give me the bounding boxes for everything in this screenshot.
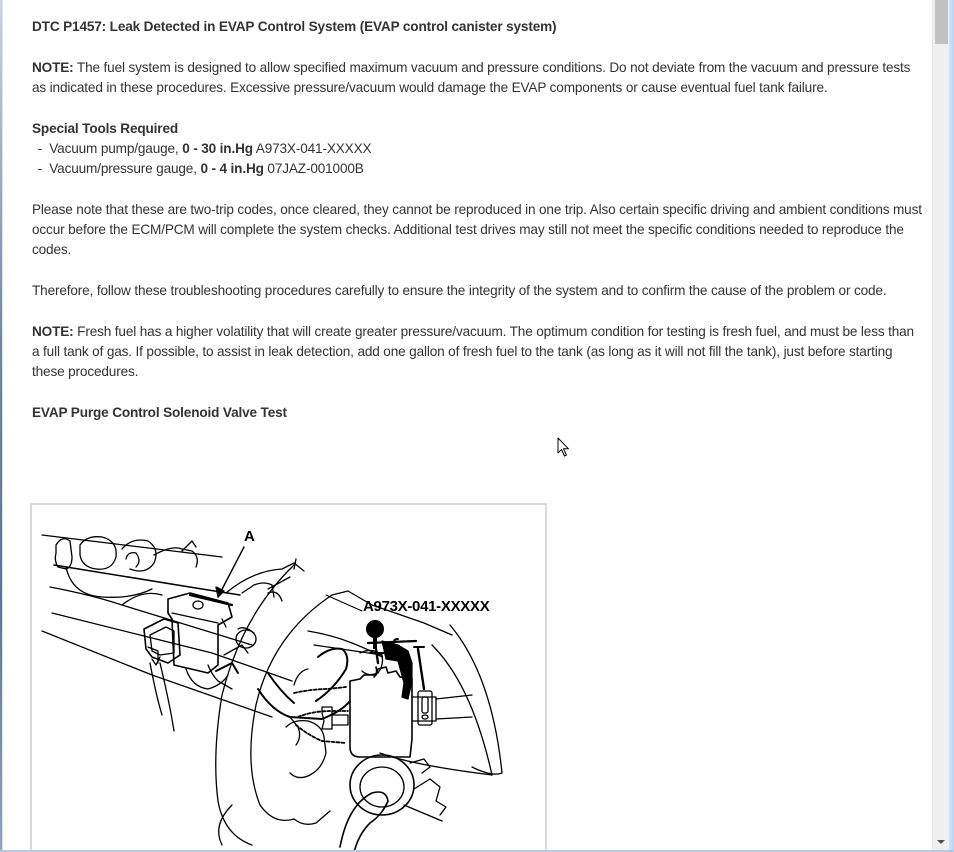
window-frame-right	[949, 0, 954, 852]
paragraph-two-trip-codes: Please note that these are two-trip codes, once cleared, they cannot be reproduced in one trip. Also certain specific driving and ambient conditions must occur before the ECM/PCM will complete the system checks. Additional test drives may still not meet the specific conditions needed to reproduce the codes.	[32, 202, 922, 257]
note-text: Fresh fuel has a higher volatility that will create greater pressure/vacuum. The optimum condition for testing is fresh fuel, and must be less than a full tank of gas. If possible, to assist in leak detection, add one gallon of fresh fuel to the tank (as long as it will not fill the tank), just before starting these procedures.	[32, 324, 914, 379]
note-label: NOTE:	[32, 324, 74, 339]
special-tools-heading: Special Tools Required	[32, 121, 179, 136]
window-frame-left-inner	[2, 0, 3, 852]
vertical-scrollbar[interactable]	[932, 0, 949, 850]
callout-a-label: A	[244, 528, 255, 545]
document-title: DTC P1457: Leak Detected in EVAP Control System (EVAP control canister system)	[32, 19, 557, 34]
note-text: The fuel system is designed to allow specified maximum vacuum and pressure conditions. Do not deviate from the vacuum and pressure tests as indicated in these procedures. Excessive pressure/vacuum would damage the EVAP components or cause eventual fuel tank failure.	[32, 60, 911, 95]
note-fresh-fuel	[32, 322, 922, 382]
mouse-pointer-icon	[557, 437, 571, 459]
document-content	[32, 17, 922, 423]
scroll-down-arrow-icon[interactable]	[937, 840, 945, 844]
note-fuel-system	[32, 58, 922, 98]
tool-part-label: A973X-041-XXXXX	[363, 598, 490, 615]
tool-description: - Vacuum pump/gauge,	[34, 141, 183, 156]
tool-description: - Vacuum/pressure gauge,	[34, 161, 201, 176]
diagram-line-art	[32, 505, 547, 852]
tool-range: 0 - 30 in.Hg	[182, 141, 253, 156]
tool-part-number: A973X-041-XXXXX	[252, 141, 372, 156]
tool-item-vacuum-pump	[32, 139, 922, 159]
scrollbar-thumb[interactable]	[935, 0, 948, 44]
evap-purge-valve-diagram	[30, 503, 547, 852]
section-heading-purge-valve-test: EVAP Purge Control Solenoid Valve Test	[32, 405, 287, 420]
tool-range: 0 - 4 in.Hg	[200, 161, 264, 176]
note-label: NOTE:	[32, 60, 74, 75]
paragraph-therefore: Therefore, follow these troubleshooting procedures carefully to ensure the integrity of the system and to confirm the cause of the problem or code.	[32, 283, 887, 298]
tool-part-number: 07JAZ-001000B	[263, 161, 364, 176]
tool-item-pressure-gauge	[32, 159, 922, 179]
